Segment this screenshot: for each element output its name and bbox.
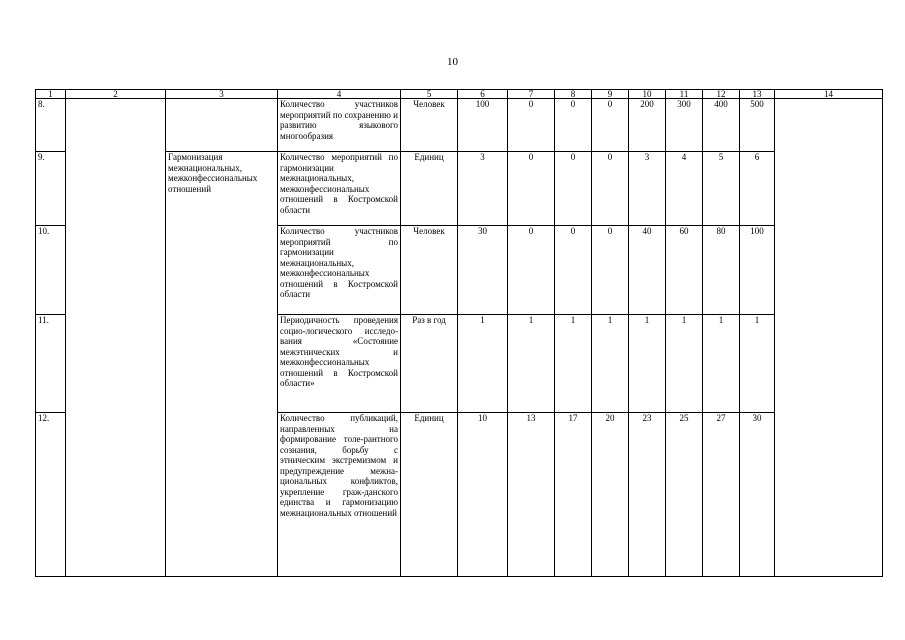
indicator-cell: Количество публикаций, направленных на формирование толе-рантного сознания, борьбу с этническим экстремизмом и предупреждение межна-циональных конфликтов, укрепление граж-данского единства и гармонизацию межнациональных отношений: [278, 413, 401, 577]
note-cell: [775, 99, 883, 577]
value-cell: 100: [458, 99, 508, 152]
column-header: 6: [458, 90, 508, 99]
column-header: 13: [740, 90, 775, 99]
value-cell: 1: [508, 315, 555, 413]
value-cell: 500: [740, 99, 775, 152]
unit-cell: Единиц: [401, 152, 458, 226]
value-cell: 1: [740, 315, 775, 413]
value-cell: 0: [592, 99, 629, 152]
task-cell: Гармонизация межнациональных, межконфессиональных отношений: [166, 152, 278, 577]
value-cell: 0: [555, 99, 592, 152]
row-index: 10.: [36, 226, 66, 315]
value-cell: 1: [458, 315, 508, 413]
value-cell: 1: [555, 315, 592, 413]
value-cell: 1: [592, 315, 629, 413]
value-cell: 300: [666, 99, 703, 152]
value-cell: 0: [592, 226, 629, 315]
value-cell: 60: [666, 226, 703, 315]
value-cell: 25: [666, 413, 703, 577]
value-cell: 23: [629, 413, 666, 577]
column-header: 8: [555, 90, 592, 99]
indicators-table: [35, 89, 883, 577]
column-header: 12: [703, 90, 740, 99]
value-cell: 4: [666, 152, 703, 226]
value-cell: 20: [592, 413, 629, 577]
column-header: 11: [666, 90, 703, 99]
indicator-cell: Количество мероприятий по гармонизации межнациональных, межконфессиональных отношений в Костромской области: [278, 152, 401, 226]
value-cell: 30: [740, 413, 775, 577]
value-cell: 400: [703, 99, 740, 152]
unit-cell: Единиц: [401, 413, 458, 577]
unit-cell: Человек: [401, 226, 458, 315]
unit-cell: Человек: [401, 99, 458, 152]
column-header: 3: [166, 90, 278, 99]
value-cell: 1: [703, 315, 740, 413]
page-number: 10: [447, 56, 458, 68]
value-cell: 6: [740, 152, 775, 226]
value-cell: 200: [629, 99, 666, 152]
value-cell: 13: [508, 413, 555, 577]
value-cell: 1: [629, 315, 666, 413]
indicator-cell: Периодичность проведения социо-логического исследо-вания «Состояние межэтнических и межконфессиональных отношений в Костромской области»: [278, 315, 401, 413]
value-cell: 3: [458, 152, 508, 226]
value-cell: 17: [555, 413, 592, 577]
row-index: 8.: [36, 99, 66, 152]
value-cell: 30: [458, 226, 508, 315]
row-index: 12.: [36, 413, 66, 577]
value-cell: 0: [508, 226, 555, 315]
value-cell: 0: [592, 152, 629, 226]
row-index: 9.: [36, 152, 66, 226]
value-cell: 27: [703, 413, 740, 577]
column-header: 4: [278, 90, 401, 99]
unit-cell: Раз в год: [401, 315, 458, 413]
column-header: 14: [775, 90, 883, 99]
column-header: 1: [36, 90, 66, 99]
indicator-cell: Количество участников мероприятий по сохранению и развитию языкового многообразия: [278, 99, 401, 152]
value-cell: 0: [555, 152, 592, 226]
column-header: 9: [592, 90, 629, 99]
value-cell: 0: [508, 152, 555, 226]
header-row: [36, 90, 883, 99]
column-header: 7: [508, 90, 555, 99]
task-cell: [166, 99, 278, 152]
value-cell: 3: [629, 152, 666, 226]
value-cell: 0: [555, 226, 592, 315]
value-cell: 10: [458, 413, 508, 577]
row-index: 11.: [36, 315, 66, 413]
column-header: 5: [401, 90, 458, 99]
value-cell: 80: [703, 226, 740, 315]
column-header: 10: [629, 90, 666, 99]
value-cell: 100: [740, 226, 775, 315]
value-cell: 5: [703, 152, 740, 226]
value-cell: 1: [666, 315, 703, 413]
table-row: [36, 99, 883, 152]
value-cell: 0: [508, 99, 555, 152]
column-header: 2: [66, 90, 166, 99]
indicator-cell: Количество участников мероприятий по гармонизации межнациональных, межконфессиональных отношений в Костромской области: [278, 226, 401, 315]
goal-cell: [66, 99, 166, 577]
value-cell: 40: [629, 226, 666, 315]
